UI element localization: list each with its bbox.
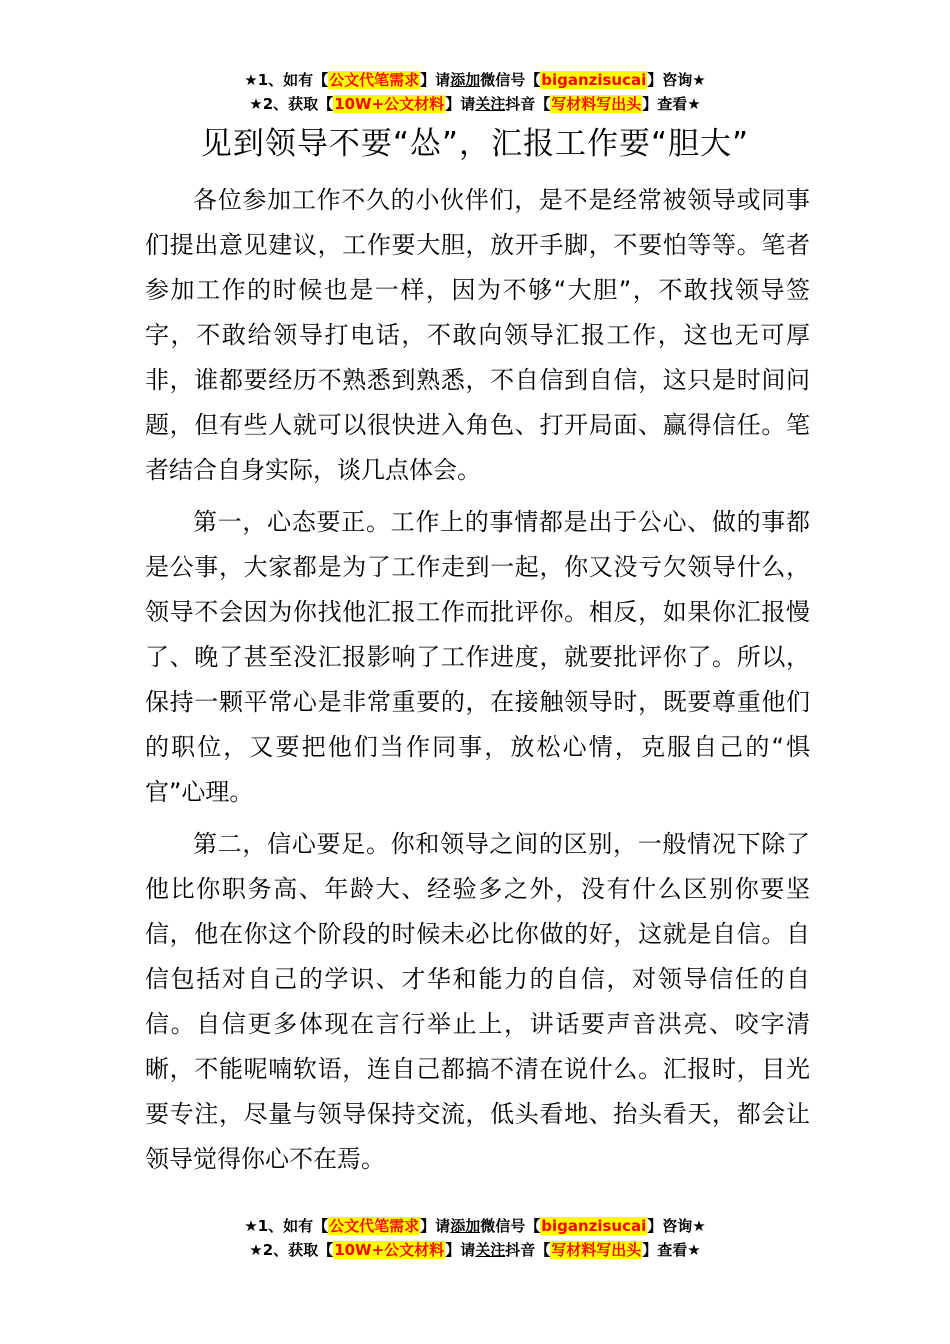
emphasis-text: 关注: [475, 95, 506, 113]
douyin-id: 写材料写出头: [551, 1241, 642, 1259]
notice-text: 】咨询★: [647, 1217, 706, 1235]
body-paragraph: 第二，信心要足。你和领导之间的区别，一般情况下除了他比你职务高、年龄大、经验多之外，没有什么区别你要坚信，他在你这个阶段的时候未必比你做的好，这就是自信。自信包括对自己的学识、才华和能力的自信，对领导信任的自信。自信更多体现在言行举止上，讲话要声音洪亮、咬字清晰，不能呢喃软语，连自己都搞不清在说什么。汇报时，目光要专注，尽量与领导保持交流，低头看地、抬头看天，都会让领导觉得你心不在焉。: [145, 830, 810, 1173]
notice-text: ★1、如有【: [244, 71, 329, 89]
notice-line-1: [0, 1214, 950, 1238]
emphasis-text: 添加: [450, 1217, 481, 1235]
notice-text: ★2、获取【: [249, 95, 334, 113]
highlighted-text: 公文代笔需求: [329, 1217, 420, 1235]
notice-text: 抖音【: [505, 1241, 551, 1259]
notice-text: 】请: [445, 95, 476, 113]
footer-notice: [0, 1214, 950, 1262]
notice-text: 】咨询★: [647, 71, 706, 89]
notice-text: 】查看★: [642, 95, 701, 113]
header-notice: [0, 68, 950, 116]
notice-text: 】请: [420, 71, 451, 89]
emphasis-text: 添加: [450, 71, 481, 89]
wechat-id: biganzisucai: [541, 1217, 647, 1235]
notice-text: 微信号【: [480, 71, 541, 89]
body-paragraph: 各位参加工作不久的小伙伴们，是不是经常被领导或同事们提出意见建议，工作要大胆，放开手脚，不要怕等等。笔者参加工作的时候也是一样，因为不够“大胆”，不敢找领导签字，不敢给领导打电话，不敢向领导汇报工作，这也无可厚非，谁都要经历不熟悉到熟悉，不自信到自信，这只是时间问题，但有些人就可以很快进入角色、打开局面、赢得信任。笔者结合自身实际，谈几点体会。: [145, 186, 810, 484]
notice-text: 】请: [420, 1217, 451, 1235]
wechat-id: biganzisucai: [541, 71, 647, 89]
document-title: 见到领导不要“怂”，汇报工作要“胆大”: [200, 126, 750, 162]
notice-text: 微信号【: [480, 1217, 541, 1235]
douyin-id: 写材料写出头: [551, 95, 642, 113]
highlighted-text: 公文代笔需求: [329, 71, 420, 89]
notice-text: 】查看★: [642, 1241, 701, 1259]
body-paragraph: 第一，心态要正。工作上的事情都是出于公心、做的事都是公事，大家都是为了工作走到一起，你又没亏欠领导什么，领导不会因为你找他汇报工作而批评你。相反，如果你汇报慢了、晚了甚至没汇报影响了工作进度，就要批评你了。所以，保持一颗平常心是非常重要的，在接触领导时，既要尊重他们的职位，又要把他们当作同事，放松心情，克服自己的“惧官”心理。: [145, 508, 810, 806]
highlighted-text: 10W+公文材料: [334, 95, 445, 113]
highlighted-text: 10W+公文材料: [334, 1241, 445, 1259]
notice-line-1: [0, 68, 950, 92]
notice-text: 】请: [445, 1241, 476, 1259]
notice-text: 抖音【: [505, 95, 551, 113]
notice-text: ★2、获取【: [249, 1241, 334, 1259]
notice-line-2: [0, 92, 950, 116]
notice-line-2: [0, 1238, 950, 1262]
notice-text: ★1、如有【: [244, 1217, 329, 1235]
emphasis-text: 关注: [475, 1241, 506, 1259]
